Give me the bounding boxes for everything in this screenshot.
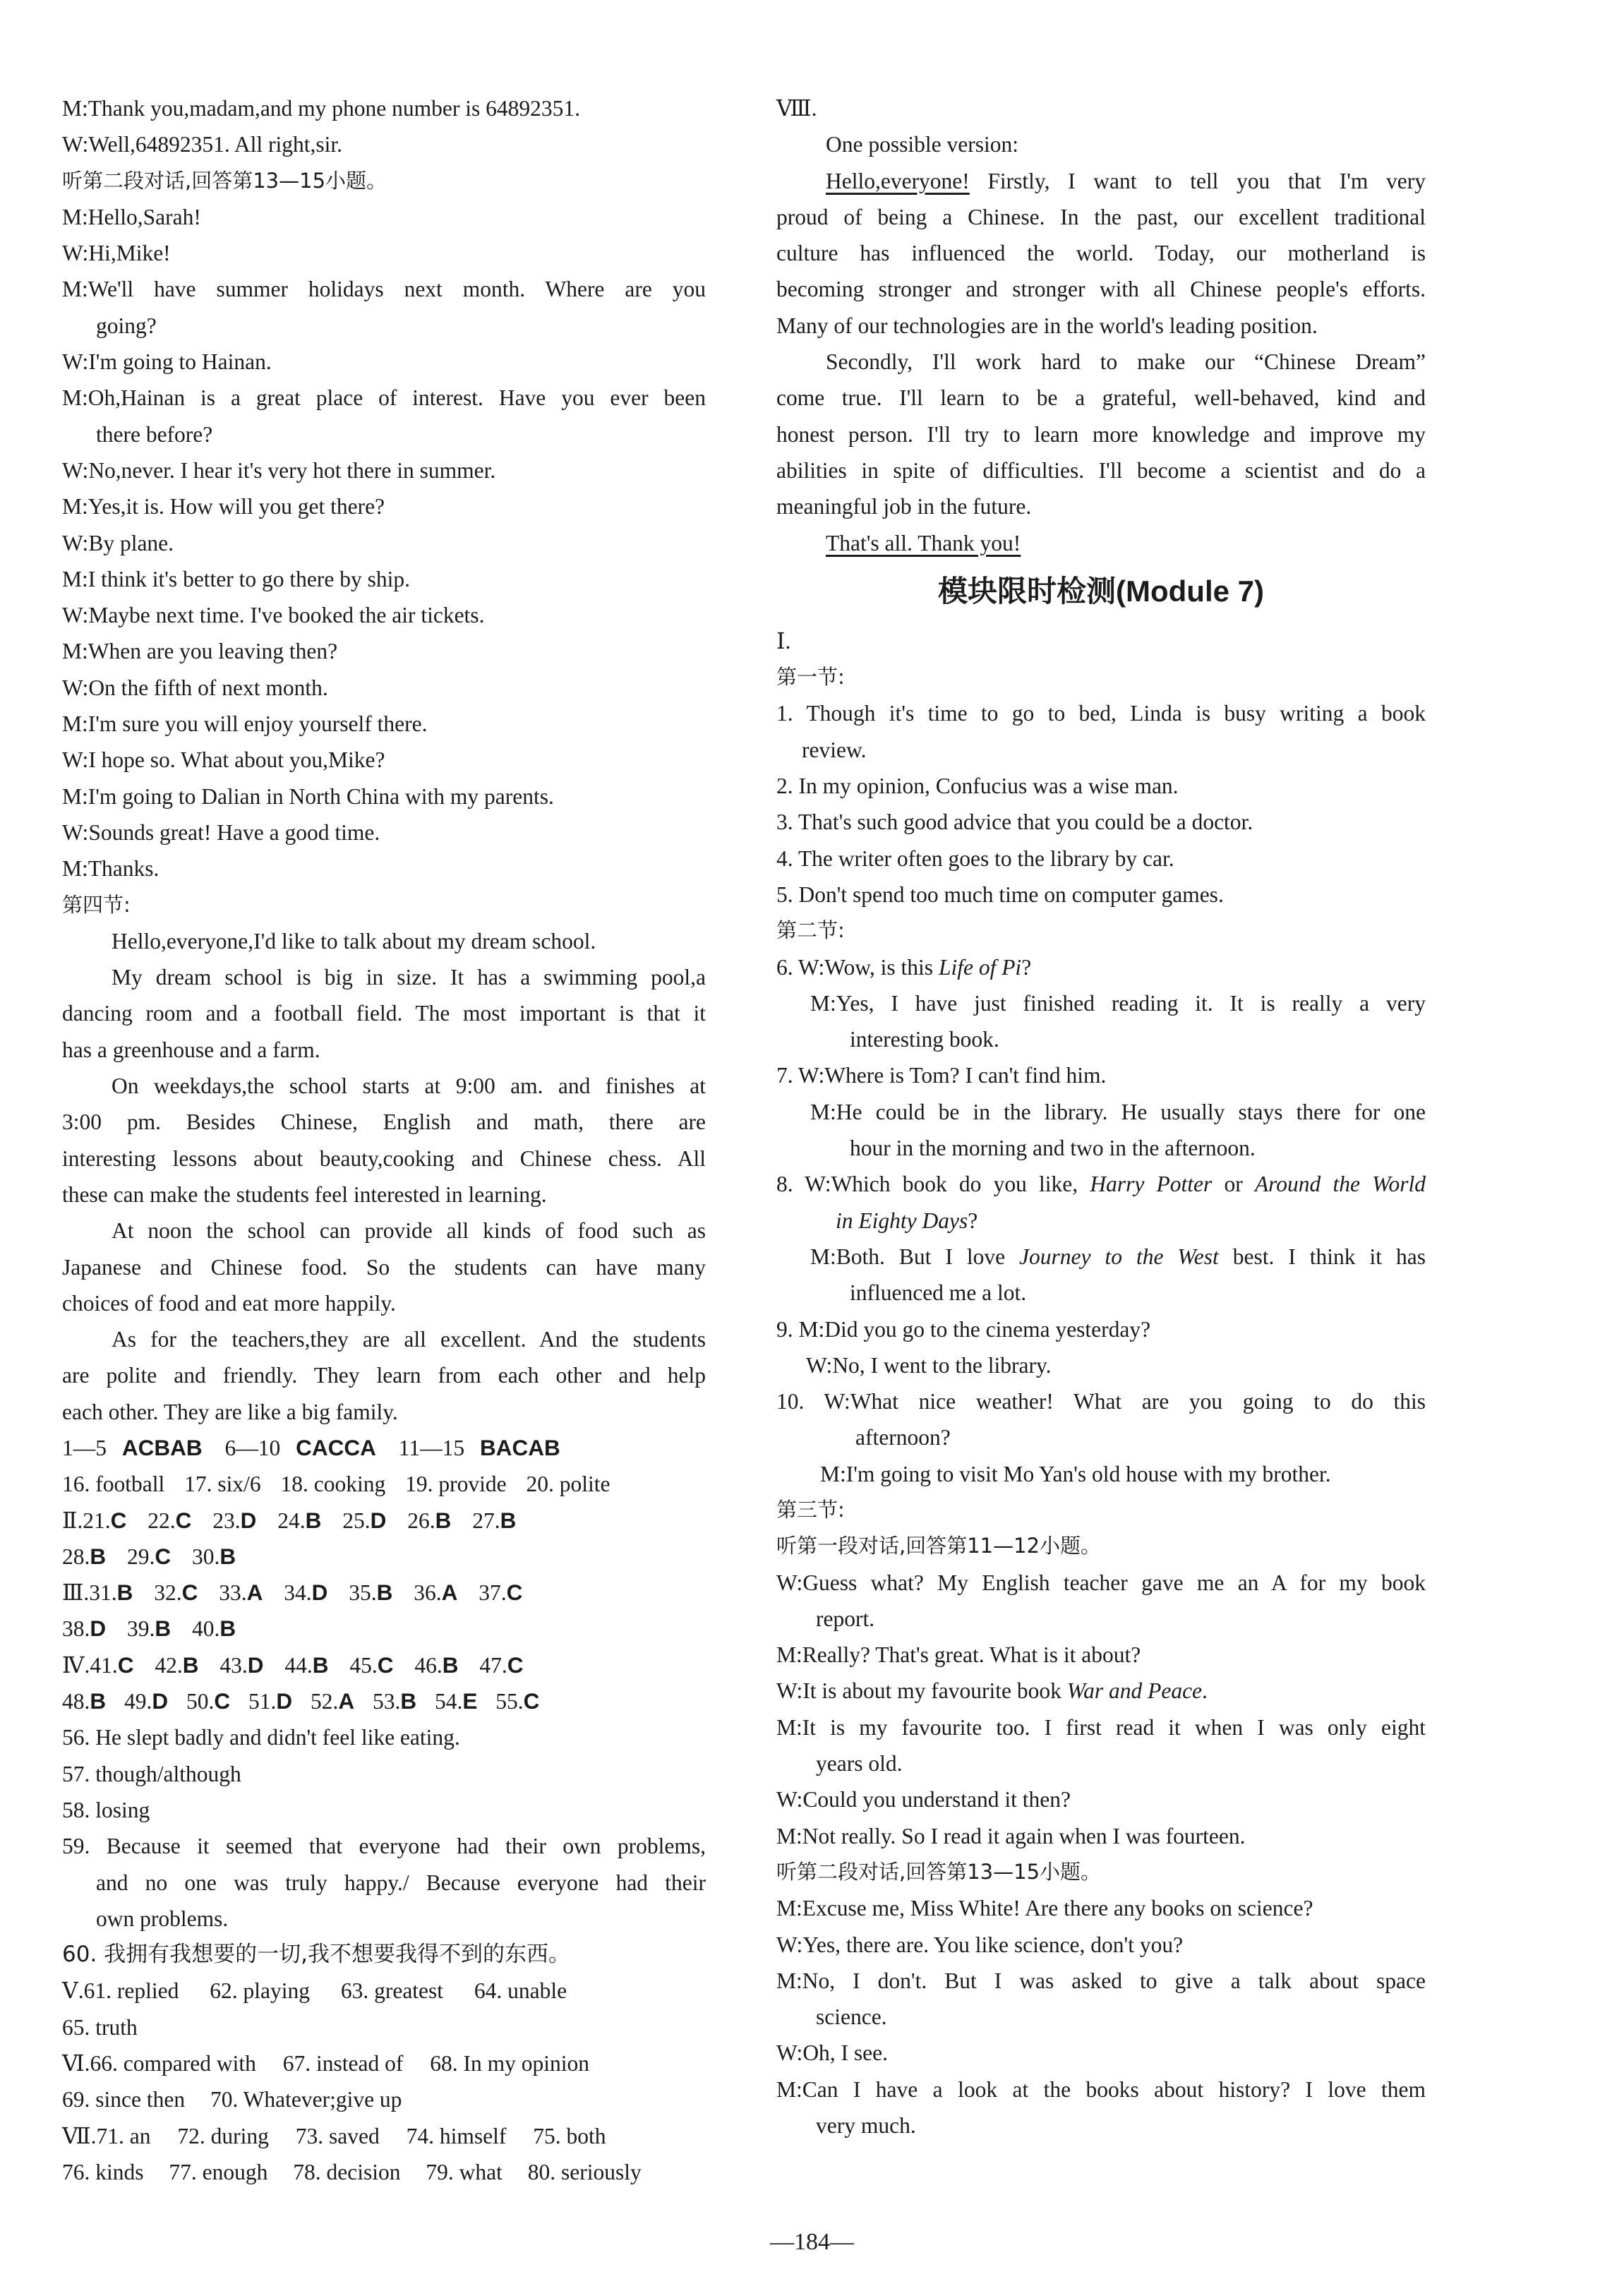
answer-num: 23. [212,1508,241,1533]
answer-value: B [312,1652,329,1678]
dialogue-line: M:Yes, I have just finished reading it. It is really a very [810,990,1426,1016]
roman-numeral: Ⅷ. [776,96,817,121]
answer-value: D [311,1580,328,1606]
answer-item: 63. greatest [340,1978,444,2004]
answer-value: B [305,1507,322,1533]
answer-value: C [506,1580,523,1606]
answer-item: 16. football [62,1472,165,1497]
dialogue-line: W:No, I went to the library. [806,1352,1052,1378]
dialogue-line: report. [816,1606,875,1631]
text-line: 58. losing [62,1797,150,1822]
answer-item: 18. cooking [280,1472,386,1497]
answer-num: 52. [311,1689,339,1714]
text-line: 听第二段对话,回答第13—15小题。 [62,168,387,193]
text-line: W:By plane. [62,530,174,555]
text-line: W:I'm going to Hainan. [62,349,272,375]
answer-range: 11—15 [398,1435,465,1460]
essay-line: culture has influenced the world. Today, our motherland is [776,241,1426,266]
answer-value: C [175,1507,192,1533]
text-line: 56. He slept badly and didn't feel like eating. [62,1725,460,1750]
text-line: W:Maybe next time. I've booked the air tickets. [62,603,485,628]
answer-item: 74. himself [406,2123,507,2148]
answer-value: D [276,1688,293,1714]
answer-num: 32. [154,1580,182,1606]
book-title: War and Peace [1066,1678,1203,1704]
text-line: choices of food and eat more happily. [62,1290,396,1316]
answer-line [62,2154,706,2190]
answer-num: 25. [342,1508,371,1533]
answer-line [62,1503,706,1539]
answer-value: B [90,1688,107,1714]
dialogue-line: W:Could you understand it then? [776,1787,1071,1812]
essay-line: come true. I'll learn to be a grateful, well-behaved, kind and [776,385,1426,411]
text-line: interesting lessons about beauty,cooking and Chinese chess. All [62,1146,706,1171]
text-line: W:On the fifth of next month. [62,675,328,700]
answer-value: D [152,1688,169,1714]
book-title: Around the World [1254,1172,1426,1197]
answer-line [62,2118,706,2154]
answer-item: 75. both [533,2123,606,2148]
text-line: M:Thank you,madam,and my phone number is 64892351. [62,96,581,121]
text-line: 5. Don't spend too much time on computer games. [776,882,1224,907]
dialogue-line: science. [816,2004,887,2030]
answer-item: 72. during [177,2123,269,2148]
answer-line [62,1539,706,1575]
text-line: M:Yes,it is. How will you get there? [62,494,385,519]
answer-item: 17. six/6 [184,1472,261,1497]
essay-text: Firstly, I want to tell you that I'm very [987,168,1426,193]
answer-value: D [370,1507,387,1533]
dialogue-line: M:No, I don't. But I was asked to give a talk about space [776,1968,1426,1993]
answer-num: 44. [284,1652,313,1678]
dialogue-line: hour in the morning and two in the afternoon. [850,1136,1256,1161]
answer-value: B [442,1652,459,1678]
answer-item: 62. playing [210,1978,310,2004]
answer-value: E [462,1688,478,1714]
text-line: M:Oh,Hainan is a great place of interest. Have you ever been [62,385,706,411]
answer-value: C [117,1652,134,1678]
answer-value: ACBAB [121,1434,203,1460]
essay-line: becoming stronger and stronger with all Chinese people's efforts. [776,277,1426,302]
text-line: W:I hope so. What about you,Mike? [62,747,385,773]
text-line: dancing room and a football field. The most important is that it [62,1001,706,1026]
book-title: Journey to the West [1019,1244,1219,1269]
answer-item: 20. polite [526,1472,610,1497]
dialogue-line: 7. W:Where is Tom? I can't find him. [776,1063,1107,1088]
section-label: 第四节: [62,892,131,917]
essay-line: Secondly, I'll work hard to make our “Chinese Dream” [826,349,1426,375]
answer-value: C [507,1652,524,1678]
answer-line [62,1647,706,1683]
dialogue-text: 6. W:Wow, is this [776,954,939,980]
answer-num: 22. [148,1508,176,1533]
section-label: 听第一段对话,回答第11—12小题。 [776,1534,1102,1558]
dialogue-text: ? [1021,954,1032,980]
answer-value: C [155,1543,172,1569]
text-line: W:No,never. I hear it's very hot there in summer. [62,457,496,483]
answer-num: 39. [127,1616,155,1642]
text-line: own problems. [96,1906,229,1931]
dialogue-line: M:Not really. So I read it again when I was fourteen. [776,1823,1246,1848]
answer-value: BACAB [479,1434,560,1460]
dialogue-line: 9. M:Did you go to the cinema yesterday? [776,1316,1151,1342]
dialogue-line: M:It is my favourite too. I first read it when I was only eight [776,1714,1426,1740]
answer-num: 37. [479,1580,507,1606]
dialogue-line: M:Can I have a look at the books about history? I love them [776,2076,1426,2102]
roman-numeral: Ⅰ. [776,628,791,654]
text-line: 2. In my opinion, Confucius was a wise man. [776,774,1179,799]
text-line: Japanese and Chinese food. So the students can have many [62,1254,706,1280]
text-line: there before? [96,421,213,447]
text-line: On weekdays,the school starts at 9:00 am. and finishes at [112,1074,706,1099]
answer-item: Ⅵ.66. compared with [62,2051,256,2076]
answer-item: 19. provide [405,1472,507,1497]
answer-item: 68. In my opinion [430,2051,589,2076]
text-line: Hello,everyone,I'd like to talk about my dream school. [112,928,596,954]
text-line: As for the teachers,they are all excellent. And the students [112,1327,706,1352]
answer-num: 24. [277,1508,306,1533]
answer-item: 78. decision [293,2159,401,2184]
text-line: 65. truth [62,2014,138,2040]
section-label: 第三节: [776,1497,845,1522]
text-line: each other. They are like a big family. [62,1399,398,1424]
answer-value: A [338,1688,355,1714]
answer-line [62,2081,706,2117]
answer-num: 48. [62,1689,90,1714]
text-line: M:Hello,Sarah! [62,204,201,229]
essay-line [776,525,1426,561]
text-line: M:Thanks. [62,856,160,882]
answer-num: Ⅲ.31. [62,1580,117,1606]
left-column [62,90,706,2190]
dialogue-line: very much. [816,2113,916,2139]
answer-num: 40. [192,1616,220,1642]
text-line: W:Hi,Mike! [62,241,171,266]
dialogue-line [776,1673,1426,1709]
answer-num: 38. [62,1616,90,1642]
dialogue-line: M:Excuse me, Miss White! Are there any books on science? [776,1896,1313,1921]
section-label: 第一节: [776,665,845,690]
dialogue-line [776,949,1426,985]
answer-item: 79. what [426,2159,503,2184]
essay-line [776,163,1426,199]
dialogue-line: W:Guess what? My English teacher gave me an A for my book [776,1570,1426,1595]
answer-value: D [240,1507,257,1533]
dialogue-line [776,1203,1426,1239]
text-line: these can make the students feel interested in learning. [62,1181,547,1207]
answer-line [62,1575,706,1611]
text-line: has a greenhouse and a farm. [62,1037,320,1062]
answer-line [62,1466,706,1502]
text-line: M:We'll have summer holidays next month. Where are you [62,277,706,302]
answer-num: 50. [186,1689,215,1714]
answer-range: 6—10 [224,1435,281,1460]
answer-item: 80. seriously [527,2159,642,2184]
answer-value: B [182,1652,199,1678]
answer-value: C [181,1580,198,1606]
essay-line: proud of being a Chinese. In the past, our excellent traditional [776,204,1426,229]
answer-value: B [116,1580,133,1606]
dialogue-text: M:Both. But I love [810,1244,1020,1269]
dialogue-text: . [1202,1678,1208,1704]
book-title: in Eighty Days [836,1208,968,1233]
answer-num: 53. [373,1689,401,1714]
text-line: 4. The writer often goes to the library by car. [776,846,1174,871]
text-line: 57. though/although [62,1761,241,1786]
essay-line: Many of our technologies are in the world's leading position. [776,313,1318,338]
answer-num: Ⅳ.41. [62,1652,118,1678]
text-line: At noon the school can provide all kinds of food such as [112,1218,706,1244]
essay-line: meaningful job in the future. [776,494,1032,519]
answer-item: Ⅴ.61. replied [62,1978,179,2004]
text-line: One possible version: [826,132,1018,157]
answer-num: 43. [219,1652,248,1678]
dialogue-line: years old. [816,1751,903,1776]
answer-value: A [246,1580,263,1606]
answer-num: 51. [248,1689,277,1714]
text-line: 59. Because it seemed that everyone had their own problems, [62,1834,706,1859]
answer-value: C [214,1688,231,1714]
answer-num: 47. [479,1652,507,1678]
answer-value: B [219,1543,236,1569]
dialogue-line: 10. W:What nice weather! What are you going to do this [776,1389,1426,1414]
dialogue-line: M:I'm going to visit Mo Yan's old house with my brother. [820,1461,1331,1486]
dialogue-line: influenced me a lot. [850,1280,1027,1306]
section-heading: 模块限时检测(Module 7) [938,574,1264,608]
answer-num: 36. [414,1580,442,1606]
answer-num: 55. [495,1689,524,1714]
answer-num: 46. [414,1652,443,1678]
essay-line: abilities in spite of difficulties. I'll become a scientist and do a [776,457,1426,483]
dialogue-line: afternoon? [855,1425,951,1450]
answer-item: Ⅶ.71. an [62,2123,151,2148]
dialogue-line [776,1166,1426,1202]
dialogue-line [776,1239,1426,1275]
answer-item: 69. since then [62,2087,186,2112]
dialogue-text: or [1212,1172,1255,1197]
answer-num: Ⅱ.21. [62,1508,111,1533]
text-line: M:I'm sure you will enjoy yourself there. [62,711,428,737]
text-line: 3:00 pm. Besides Chinese, English and math, there are [62,1110,706,1135]
answer-num: 42. [155,1652,183,1678]
book-title: Harry Potter [1090,1172,1213,1197]
answer-line [62,2045,706,2081]
answer-item: 64. unable [474,1978,567,2004]
dialogue-line: M:He could be in the library. He usually stays there for one [810,1099,1426,1124]
answer-num: 28. [62,1544,90,1569]
text-line: going? [96,313,157,338]
answer-line [62,1683,706,1719]
answer-value: B [376,1580,393,1606]
answer-value: B [90,1543,107,1569]
text-line: W:Well,64892351. All right,sir. [62,132,343,157]
answer-range: 1—5 [62,1435,107,1460]
answer-value: A [441,1580,458,1606]
answer-line [62,1430,706,1466]
answer-value: B [435,1507,452,1533]
answer-item: 77. enough [169,2159,268,2184]
dialogue-line: W:Yes, there are. You like science, don't you? [776,1932,1184,1957]
answer-value: B [219,1616,236,1642]
essay-line: honest person. I'll try to learn more knowledge and improve my [776,421,1426,447]
text-line: are polite and friendly. They learn from each other and help [62,1363,706,1388]
text-line: 60. 我拥有我想要的一切,我不想要我得不到的东西。 [62,1942,571,1968]
section-label: 第二节: [776,918,845,943]
dialogue-text: W:It is about my favourite book [776,1678,1067,1704]
answer-value: D [90,1616,107,1642]
right-column [776,90,1426,2143]
answer-value: C [110,1507,127,1533]
text-line: M:When are you leaving then? [62,639,338,664]
page-number: —184— [770,2229,854,2255]
text-line: 3. That's such good advice that you could be a doctor. [776,810,1253,835]
dialogue-line: W:Oh, I see. [776,2040,889,2066]
dialogue-line: interesting book. [850,1027,999,1052]
answer-value: B [155,1616,172,1642]
answer-num: 29. [127,1544,155,1569]
text-line: M:I'm going to Dalian in North China with my parents. [62,783,554,809]
answer-num: 45. [349,1652,378,1678]
dialogue-line: M:Really? That's great. What is it about? [776,1642,1141,1668]
text-line: 1. Though it's time to go to bed, Linda is busy writing a book [776,701,1426,726]
dialogue-text: 8. W:Which book do you like, [776,1172,1090,1197]
text-line: M:I think it's better to go there by ship. [62,566,410,591]
answer-item: 70. Whatever;give up [210,2087,402,2112]
dialogue-text: best. I think it has [1218,1244,1426,1269]
text-line: W:Sounds great! Have a good time. [62,819,380,845]
answer-item: 76. kinds [62,2159,144,2184]
section-label: 听第二段对话,回答第13—15小题。 [776,1859,1102,1884]
answer-value: CACCA [296,1434,376,1460]
dialogue-text: ? [968,1208,978,1233]
answer-num: 54. [435,1689,463,1714]
answer-num: 33. [219,1580,247,1606]
book-title: Life of Pi [938,954,1022,980]
answer-value: C [377,1652,394,1678]
answer-num: 34. [284,1580,312,1606]
answer-value: B [400,1688,417,1714]
answer-value: B [500,1507,517,1533]
answer-line [62,1611,706,1647]
essay-closing: That's all. Thank you! [826,530,1021,555]
answer-item: 73. saved [295,2123,380,2148]
answer-num: 35. [349,1580,377,1606]
answer-item: 67. instead of [282,2051,404,2076]
text-line: review. [802,737,867,762]
answer-num: 27. [472,1508,500,1533]
text-line: and no one was truly happy./ Because everyone had their [96,1870,706,1895]
answer-num: 30. [192,1544,220,1569]
answer-line [62,1973,706,2009]
answer-value: C [523,1688,540,1714]
answer-num: 49. [124,1689,152,1714]
answer-value: D [247,1652,264,1678]
essay-greeting: Hello,everyone! [826,168,970,193]
answer-num: 26. [407,1508,435,1533]
text-line: My dream school is big in size. It has a swimming pool,a [112,965,706,990]
